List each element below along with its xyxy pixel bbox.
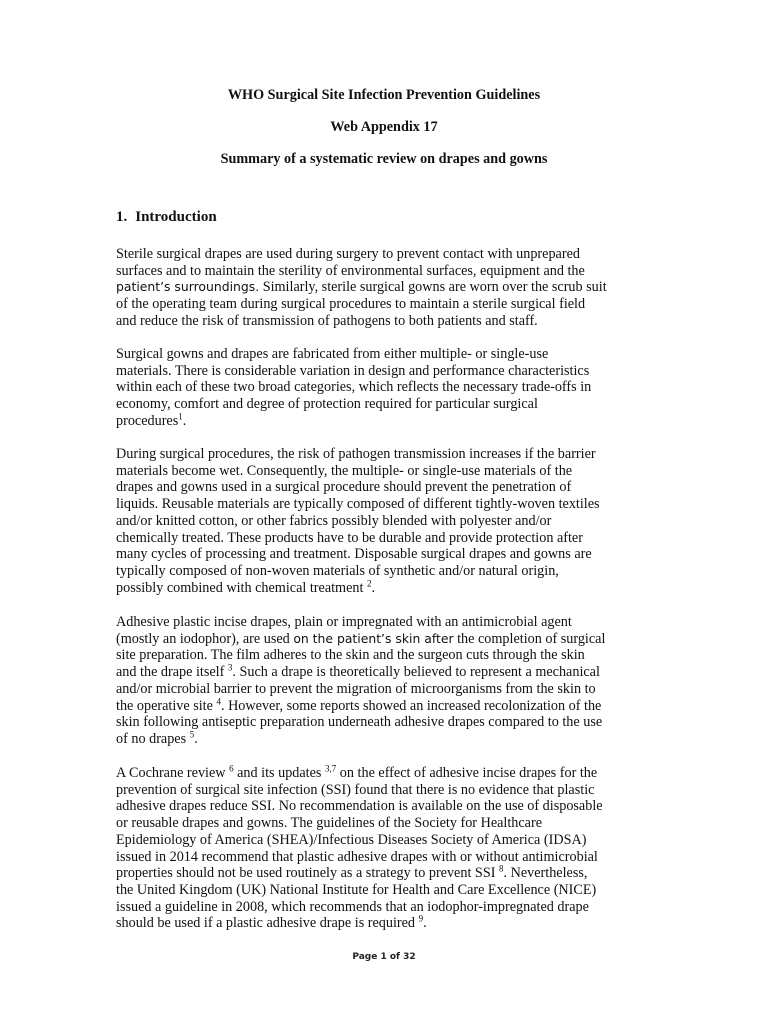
text-line (116, 695, 656, 715)
text-line: adhesive drapes reduce SSI. No recommendation is available on the use of disposable (116, 798, 603, 815)
text-run: should be used if a plastic adhesive drape is required (116, 915, 419, 932)
document-subtitle: Summary of a systematic review on drapes and gowns (220, 151, 548, 167)
document-title: WHO Surgical Site Infection Prevention Guidelines (227, 87, 541, 103)
text-line: prevention of surgical site infection (SSI) found that there is no evidence that plastic (116, 781, 595, 798)
text-run: . (423, 915, 427, 932)
text-run: and its updates (233, 765, 325, 781)
section-heading-introduction (116, 209, 217, 226)
text-run: patient’s surroundings. (116, 279, 260, 295)
text-run: of no drapes (116, 730, 190, 747)
text-run: . Nevertheless, (503, 865, 588, 882)
text-line: liquids. Reusable materials are typically composed of different tightly-woven textiles (116, 496, 600, 513)
citation-ref: 3,7 (325, 763, 337, 774)
text-run: the operative site (116, 697, 217, 714)
text-line: and reduce the risk of transmission of pathogens to both patients and staff. (116, 312, 538, 329)
text-line: and/or microbial barrier to prevent the migration of microorganisms from the skin to (116, 680, 596, 697)
citation-ref: 8 (499, 863, 504, 874)
paragraph-2 (116, 346, 656, 430)
text-run: . (371, 579, 376, 596)
text-line (116, 765, 656, 782)
text-line: and/or knitted cotton, or other fabrics possibly blended with polyester and/or (116, 512, 552, 529)
text-run: properties should not be used routinely as a strategy to prevent SSI (116, 865, 499, 882)
text-line: issued a guideline in 2008, which recommends that an iodophor-impregnated drape (116, 898, 589, 915)
text-line (116, 865, 656, 882)
text-line: within each of these two broad categories, which reflects the necessary trade-offs in (116, 379, 592, 396)
text-run: (mostly an iodophor), are used (116, 630, 294, 647)
text-line: chemically treated. These products have to be durable and provide protection after (116, 529, 583, 546)
text-run: A Cochrane review (116, 765, 230, 781)
text-run: on the effect of adhesive incise drapes for the (336, 765, 598, 781)
text-line: materials. There is considerable variation in design and performance characteristics (116, 362, 590, 379)
text-run: Similarly, sterile surgical gowns are worn over the scrub suit (259, 279, 607, 296)
text-line: site preparation. The film adheres to the skin and the surgeon cuts through the skin (116, 647, 585, 664)
citation-ref: 1 (178, 411, 183, 422)
text-line (116, 731, 656, 748)
text-run: . However, some reports showed an increased recolonization of the (220, 697, 602, 714)
text-line: issued in 2014 recommend that plastic adhesive drapes with or without antimicrobial (116, 848, 598, 865)
text-line (116, 631, 656, 648)
text-line: drapes and gowns used in a surgical procedure should prevent the penetration of (116, 479, 572, 496)
text-line (116, 279, 656, 296)
citation-ref: 5 (189, 729, 195, 740)
citation-ref: 3 (227, 662, 233, 673)
text-line: or reusable drapes and gowns. The guidelines of the Society for Healthcare (116, 815, 543, 832)
text-line: economy, comfort and degree of protection required for particular surgical (116, 396, 538, 413)
text-line: materials become wet. Consequently, the multiple- or single-use materials of the (116, 462, 573, 479)
text-line: the United Kingdom (UK) National Institute for Health and Care Excellence (NICE) (116, 881, 597, 898)
paragraph-5 (116, 765, 656, 932)
text-line: typically composed of non-woven materials of synthetic and/or natural origin, (116, 562, 559, 579)
text-line: Sterile surgical drapes are used during surgery to prevent contact with unprepared (116, 246, 580, 262)
citation-ref: 4 (216, 695, 221, 706)
text-line: Surgical gowns and drapes are fabricated from either multiple- or single-use (116, 346, 549, 362)
citation-ref: 9 (418, 913, 424, 924)
paragraph-1 (116, 246, 656, 330)
text-line (116, 915, 656, 932)
text-line (116, 413, 656, 430)
text-line: skin following antiseptic preparation underneath adhesive drapes compared to the use (116, 714, 603, 731)
text-run: on the patient’s skin after (293, 630, 454, 646)
appendix-label: Web Appendix 17 (330, 119, 438, 135)
text-line: Epidemiology of America (SHEA)/Infectious Diseases Society of America (IDSA) (116, 831, 587, 848)
citation-ref: 2 (366, 577, 372, 588)
text-line (116, 664, 656, 681)
page-number: Page 1 of 32 (352, 952, 416, 962)
text-run: possibly combined with chemical treatment (116, 579, 367, 596)
section-title: Introduction (135, 209, 217, 225)
text-run: procedures (116, 412, 179, 429)
paragraph-4 (116, 614, 656, 748)
text-line: surfaces and to maintain the sterility of environmental surfaces, equipment and the (116, 262, 585, 279)
text-run: . (194, 730, 198, 747)
text-line: of the operating team during surgical procedures to maintain a sterile surgical field (116, 296, 586, 313)
text-run: and the drape itself (116, 664, 228, 681)
text-line: Adhesive plastic incise drapes, plain or impregnated with an antimicrobial agent (116, 614, 572, 630)
paragraph-3 (116, 446, 656, 596)
text-run: the completion of surgical (453, 630, 606, 647)
text-line: many cycles of processing and treatment. Disposable surgical drapes and gowns are (116, 546, 592, 563)
citation-ref: 6 (229, 763, 234, 774)
text-line (116, 577, 656, 597)
text-run: . Such a drape is theoretically believed to represent a mechanical (232, 664, 600, 681)
section-number: 1. (116, 209, 128, 225)
text-line: During surgical procedures, the risk of pathogen transmission increases if the barrier (116, 446, 596, 462)
text-run: . (182, 412, 187, 429)
